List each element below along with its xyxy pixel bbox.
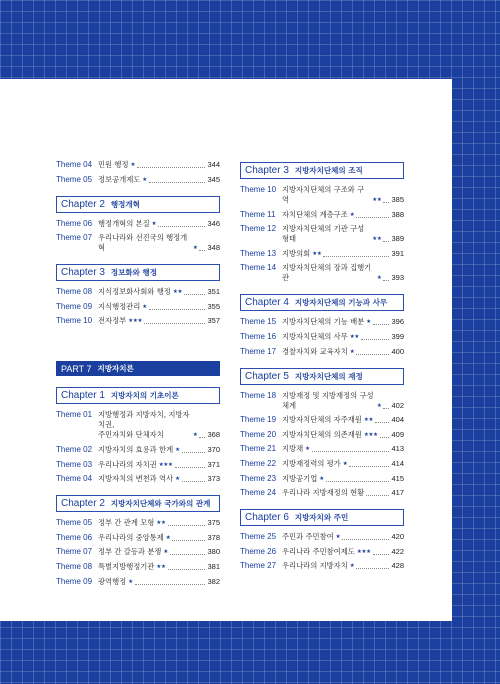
page-number: 399 <box>391 331 404 341</box>
importance-stars-icon: ★ <box>349 348 355 355</box>
page-number: 385 <box>391 195 404 204</box>
chapter-heading[interactable] <box>56 264 220 281</box>
importance-stars-icon: ★★ <box>172 289 183 296</box>
page-number: 422 <box>391 546 404 556</box>
dot-leader <box>199 437 205 438</box>
entry-title: 전자정부 <box>98 316 127 326</box>
dot-leader <box>135 584 206 585</box>
page-number: 409 <box>391 429 404 439</box>
toc-left-column <box>56 160 220 591</box>
entry-body <box>98 316 220 326</box>
theme-number: Theme 04 <box>56 160 93 169</box>
dot-leader <box>182 481 206 482</box>
toc-section <box>56 387 220 484</box>
page-number: 345 <box>207 174 220 184</box>
theme-number: Theme 19 <box>240 415 277 425</box>
dot-leader <box>182 452 206 453</box>
importance-stars-icon: ★ <box>128 578 133 585</box>
entry-title: 우리나라의 중앙통제 <box>98 532 164 542</box>
part-heading[interactable] <box>56 361 220 376</box>
theme-number: Theme 21 <box>240 444 277 454</box>
entry-title: 지방자치의 변천과 역사 <box>98 474 174 484</box>
dot-leader <box>356 568 389 569</box>
page-number: 380 <box>207 547 220 557</box>
chapter-label: Chapter 1 <box>61 390 105 402</box>
importance-stars-icon: ★ <box>342 460 348 467</box>
importance-stars-icon: ★★★ <box>363 431 378 438</box>
theme-number: Theme 13 <box>240 248 277 258</box>
dot-leader <box>158 226 205 227</box>
toc-entry[interactable] <box>240 474 404 484</box>
theme-number: Theme 09 <box>56 576 93 586</box>
theme-number: Theme 15 <box>240 317 277 327</box>
chapter-title: 지방자치와 주민 <box>294 513 349 523</box>
part-label: PART 7 <box>61 363 92 374</box>
entry-title: 지방자치의 효용과 한계 <box>98 444 174 454</box>
toc-entry[interactable] <box>240 444 404 454</box>
chapter-heading[interactable] <box>56 196 220 213</box>
importance-stars-icon: ★ <box>165 534 171 541</box>
dot-leader <box>168 569 206 570</box>
entry-title: 지방재정력의 평가 <box>282 458 341 468</box>
entry-body <box>98 219 220 229</box>
chapter-label: Chapter 3 <box>245 165 289 176</box>
entry-body <box>98 562 220 572</box>
toc-entry[interactable] <box>56 160 220 170</box>
toc-entry[interactable] <box>56 302 220 312</box>
entry-title: 경찰자치와 교육자치 <box>282 346 348 356</box>
dot-leader <box>356 217 389 218</box>
importance-stars-icon: ★ <box>376 402 382 409</box>
dot-leader <box>149 309 206 310</box>
importance-stars-icon: ★★★ <box>356 548 371 555</box>
toc-entry[interactable] <box>240 459 404 469</box>
toc-entry[interactable] <box>56 533 220 543</box>
entry-title: 자치단체의 계층구조 <box>282 209 348 219</box>
toc-entry[interactable] <box>56 547 220 557</box>
part-title: 지방자치론 <box>97 364 134 374</box>
toc-section <box>56 264 220 326</box>
page-number: 381 <box>207 561 220 571</box>
entry-title: 민원 행정 <box>98 160 129 169</box>
toc-entry[interactable] <box>56 287 220 297</box>
page-number: 378 <box>207 532 220 542</box>
theme-number: Theme 09 <box>56 301 93 311</box>
page-number: 375 <box>207 518 220 528</box>
entry-body <box>282 561 404 571</box>
toc-entry[interactable] <box>56 175 220 185</box>
entry-body <box>98 233 220 253</box>
toc-entry[interactable] <box>56 445 220 455</box>
page-number: 373 <box>207 474 220 484</box>
chapter-label: Chapter 3 <box>61 267 105 279</box>
page-number: 417 <box>391 488 404 498</box>
chapter-label: Chapter 5 <box>245 370 289 382</box>
toc-section <box>56 495 220 586</box>
theme-number: Theme 08 <box>56 287 93 297</box>
toc-entry[interactable] <box>56 233 220 253</box>
theme-number: Theme 06 <box>56 532 93 542</box>
page-number: 389 <box>391 234 404 244</box>
dot-leader <box>326 481 390 482</box>
theme-number: Theme 08 <box>56 561 93 571</box>
dot-leader <box>323 256 389 257</box>
theme-number: Theme 22 <box>240 458 277 468</box>
importance-stars-icon: ★★ <box>363 417 374 424</box>
toc-entry[interactable] <box>240 391 404 411</box>
theme-number: Theme 25 <box>240 532 277 542</box>
entry-body <box>98 460 220 470</box>
entry-body <box>282 332 404 342</box>
dot-leader <box>383 408 389 409</box>
entry-body <box>98 175 220 185</box>
page-number: 344 <box>207 160 220 169</box>
entry-body <box>282 444 404 454</box>
dot-leader <box>349 466 389 467</box>
toc-entry[interactable] <box>56 316 220 326</box>
dot-leader <box>373 554 390 555</box>
entry-title: 우리나라의 지방자치 <box>282 561 348 571</box>
page-number: 415 <box>391 473 404 483</box>
entry-body <box>282 317 404 327</box>
page-number: 382 <box>207 576 220 586</box>
importance-stars-icon: ★ <box>305 446 310 453</box>
chapter-title: 지방자치의 기초이론 <box>110 391 179 401</box>
theme-number: Theme 05 <box>56 174 93 184</box>
chapter-label: Chapter 2 <box>61 198 105 210</box>
importance-stars-icon: ★★ <box>156 563 166 570</box>
theme-number: Theme 18 <box>240 390 277 400</box>
dot-leader <box>380 437 390 438</box>
chapter-heading[interactable] <box>56 495 220 512</box>
page-number: 371 <box>207 459 220 469</box>
page-number: 402 <box>391 400 404 410</box>
theme-number: Theme 26 <box>240 546 277 556</box>
chapter-title: 지방자치단체와 국가와의 관계 <box>110 499 211 509</box>
importance-stars-icon: ★ <box>175 446 180 453</box>
entry-body <box>282 210 404 220</box>
theme-number: Theme 14 <box>240 263 277 273</box>
page-number: 414 <box>391 458 404 468</box>
theme-number: Theme 07 <box>56 547 93 557</box>
importance-stars-icon: ★ <box>349 563 355 570</box>
importance-stars-icon: ★★ <box>372 197 382 203</box>
entry-body <box>282 391 404 411</box>
entry-body <box>282 249 404 259</box>
chapter-title: 지방자치단체의 재정 <box>294 371 363 381</box>
entry-body <box>98 547 220 557</box>
entry-body <box>282 474 404 484</box>
entry-body <box>282 488 404 498</box>
toc-entry[interactable] <box>56 410 220 440</box>
theme-number: Theme 24 <box>240 488 277 498</box>
entry-title: 지식행정관리 <box>98 301 141 311</box>
chapter-title: 정보화와 행정 <box>110 268 158 278</box>
theme-number: Theme 04 <box>56 474 93 484</box>
entry-title: 지방의회 <box>282 248 311 258</box>
theme-number: Theme 01 <box>56 410 93 420</box>
dot-leader <box>149 182 206 183</box>
importance-stars-icon: ★ <box>366 319 371 326</box>
page-number: 351 <box>207 287 220 297</box>
entry-body <box>282 415 404 425</box>
page-number: 355 <box>207 301 220 311</box>
entry-body <box>98 445 220 455</box>
chapter-label: Chapter 4 <box>245 297 289 309</box>
entry-title: 지방자치단체의 기능 배분 <box>282 317 365 327</box>
toc-section <box>240 509 404 571</box>
entry-title: 지방공기업 <box>282 473 318 483</box>
theme-number: Theme 10 <box>240 185 277 194</box>
entry-title: 지방자치단체의 자주재원 <box>282 415 362 425</box>
entry-title: 지방자치단체의 의존재원 <box>282 429 362 439</box>
theme-number: Theme 16 <box>240 331 277 341</box>
theme-number: Theme 17 <box>240 346 277 356</box>
page-number: 370 <box>207 444 220 454</box>
toc-entry[interactable] <box>240 332 404 342</box>
dot-leader <box>170 554 205 555</box>
entry-title: 정부 간 갈등과 분쟁 <box>98 547 162 557</box>
toc-entry[interactable] <box>240 210 404 220</box>
toc-entry[interactable] <box>240 430 404 440</box>
page-number: 420 <box>391 532 404 542</box>
entry-title: 우리나라 지방재정의 현황 <box>282 488 365 498</box>
page-number: 404 <box>391 415 404 425</box>
importance-stars-icon: ★★ <box>312 250 322 257</box>
importance-stars-icon: ★★ <box>349 333 360 340</box>
importance-stars-icon: ★★★ <box>128 318 143 325</box>
entry-body <box>282 459 404 469</box>
page-number: 348 <box>207 243 220 253</box>
toc-section <box>240 368 404 499</box>
dot-leader <box>175 467 206 468</box>
importance-stars-icon: ★ <box>192 432 198 439</box>
dot-leader <box>375 422 389 423</box>
theme-number: Theme 02 <box>56 444 93 454</box>
toc-page <box>0 79 452 621</box>
entry-body <box>282 347 404 357</box>
toc-entry[interactable] <box>56 474 220 484</box>
toc-right-column <box>240 162 404 576</box>
dot-leader <box>312 451 390 452</box>
entry-body <box>98 474 220 484</box>
toc-section <box>56 196 220 254</box>
theme-number: Theme 03 <box>56 459 93 469</box>
chapter-label: Chapter 6 <box>245 512 289 524</box>
page-number: 400 <box>391 346 404 356</box>
theme-number: Theme 10 <box>56 316 93 326</box>
importance-stars-icon: ★★★ <box>158 461 173 468</box>
page-number: 346 <box>207 218 220 228</box>
dot-leader <box>199 250 205 251</box>
toc-entry[interactable] <box>240 347 404 357</box>
chapter-heading[interactable] <box>240 509 404 526</box>
toc-entry[interactable] <box>240 185 404 205</box>
importance-stars-icon: ★ <box>130 162 136 168</box>
entry-title: 지방행정과 지방자치, 지방자치권, 주민자치와 단체자치 <box>98 410 190 440</box>
chapter-title: 지방자치단체의 조직 <box>294 166 363 175</box>
entry-body <box>282 185 404 205</box>
dot-leader <box>184 294 205 295</box>
page-number: 396 <box>391 317 404 327</box>
chapter-heading[interactable] <box>240 294 404 311</box>
entry-title: 지방자치단체의 기관 구성 형태 <box>282 224 365 244</box>
toc-entry[interactable] <box>240 561 404 571</box>
entry-title: 지식정보화사회와 행정 <box>98 287 171 297</box>
dot-leader <box>366 495 389 496</box>
entry-title: 지방자치단체의 사무 <box>282 331 348 341</box>
dot-leader <box>361 339 389 340</box>
importance-stars-icon: ★ <box>142 176 147 183</box>
entry-body <box>98 302 220 312</box>
entry-body <box>282 263 404 283</box>
toc-entry[interactable] <box>240 488 404 498</box>
entry-title: 정부 간 관계 모형 <box>98 518 155 528</box>
entry-title: 광역행정 <box>98 576 127 586</box>
entry-title: 지방자치단체의 구조와 구역 <box>282 185 365 204</box>
dot-leader <box>168 525 206 526</box>
toc-section <box>56 160 220 185</box>
entry-body <box>98 160 220 170</box>
importance-stars-icon: ★ <box>349 211 355 218</box>
importance-stars-icon: ★ <box>175 476 180 483</box>
toc-section <box>56 361 220 376</box>
theme-number: Theme 20 <box>240 429 277 439</box>
importance-stars-icon: ★ <box>319 475 324 482</box>
entry-body <box>98 533 220 543</box>
entry-title: 주민과 주민참여 <box>282 532 334 542</box>
entry-body <box>98 410 220 440</box>
page-number: 391 <box>391 248 404 258</box>
theme-number: Theme 23 <box>240 473 277 483</box>
dot-leader <box>342 539 389 540</box>
entry-body <box>282 547 404 557</box>
page-number: 357 <box>207 316 220 326</box>
theme-number: Theme 07 <box>56 233 93 243</box>
entry-title: 지방채 <box>282 444 304 454</box>
entry-body <box>98 577 220 587</box>
toc-entry[interactable] <box>56 518 220 528</box>
entry-title: 지방재정 및 지방재정의 구성체계 <box>282 390 374 410</box>
importance-stars-icon: ★★ <box>372 236 382 243</box>
dot-leader <box>383 241 389 242</box>
entry-title: 특별지방행정기관 <box>98 561 155 571</box>
entry-body <box>282 430 404 440</box>
entry-body <box>98 287 220 297</box>
dot-leader <box>383 202 389 203</box>
toc-entry[interactable] <box>56 219 220 229</box>
page-number: 368 <box>207 430 220 440</box>
toc-entry[interactable] <box>240 317 404 327</box>
chapter-heading[interactable] <box>240 162 404 179</box>
page-number: 388 <box>391 209 404 219</box>
chapter-title: 행정개혁 <box>110 199 140 209</box>
entry-title: 우리나라와 선진국의 행정개혁 <box>98 233 188 253</box>
page-number: 393 <box>391 273 404 283</box>
toc-entry[interactable] <box>240 532 404 542</box>
chapter-title: 지방자치단체의 기능과 사무 <box>294 298 388 308</box>
dot-leader <box>356 354 389 355</box>
theme-number: Theme 12 <box>240 224 277 234</box>
entry-title: 행정개혁의 본질 <box>98 218 150 228</box>
toc-entry[interactable] <box>56 562 220 572</box>
theme-number: Theme 05 <box>56 518 93 528</box>
importance-stars-icon: ★★ <box>156 520 166 527</box>
toc-section <box>240 162 404 283</box>
entry-title: 정보공개제도 <box>98 174 141 184</box>
toc-section <box>240 294 404 356</box>
importance-stars-icon: ★ <box>163 549 168 556</box>
theme-number: Theme 06 <box>56 218 93 228</box>
dot-leader <box>383 280 389 281</box>
entry-title: 지방자치단체의 장과 집행기관 <box>282 263 372 283</box>
entry-title: 우리나라 주민참여제도 <box>282 546 355 556</box>
theme-number: Theme 27 <box>240 561 277 571</box>
importance-stars-icon: ★ <box>142 303 147 310</box>
entry-body <box>98 518 220 528</box>
dot-leader <box>172 540 205 541</box>
dot-leader <box>137 167 205 168</box>
entry-body <box>282 224 404 244</box>
page-number: 428 <box>391 561 404 571</box>
importance-stars-icon: ★ <box>151 220 157 227</box>
chapter-heading[interactable] <box>56 387 220 404</box>
toc-entry[interactable] <box>240 415 404 425</box>
toc-entry[interactable] <box>56 577 220 587</box>
dot-leader <box>144 323 205 324</box>
dot-leader <box>373 324 390 325</box>
chapter-label: Chapter 2 <box>61 498 105 510</box>
toc-entry[interactable] <box>240 249 404 259</box>
importance-stars-icon: ★ <box>335 534 341 541</box>
entry-title: 우리나라의 자치권 <box>98 459 157 469</box>
entry-body <box>282 532 404 542</box>
toc-entry[interactable] <box>240 263 404 283</box>
importance-stars-icon: ★ <box>192 245 198 252</box>
toc-entry[interactable] <box>56 460 220 470</box>
theme-number: Theme 11 <box>240 209 276 219</box>
importance-stars-icon: ★ <box>376 275 382 282</box>
toc-entry[interactable] <box>240 224 404 244</box>
toc-entry[interactable] <box>240 547 404 557</box>
page-number: 413 <box>391 444 404 454</box>
chapter-heading[interactable] <box>240 368 404 385</box>
